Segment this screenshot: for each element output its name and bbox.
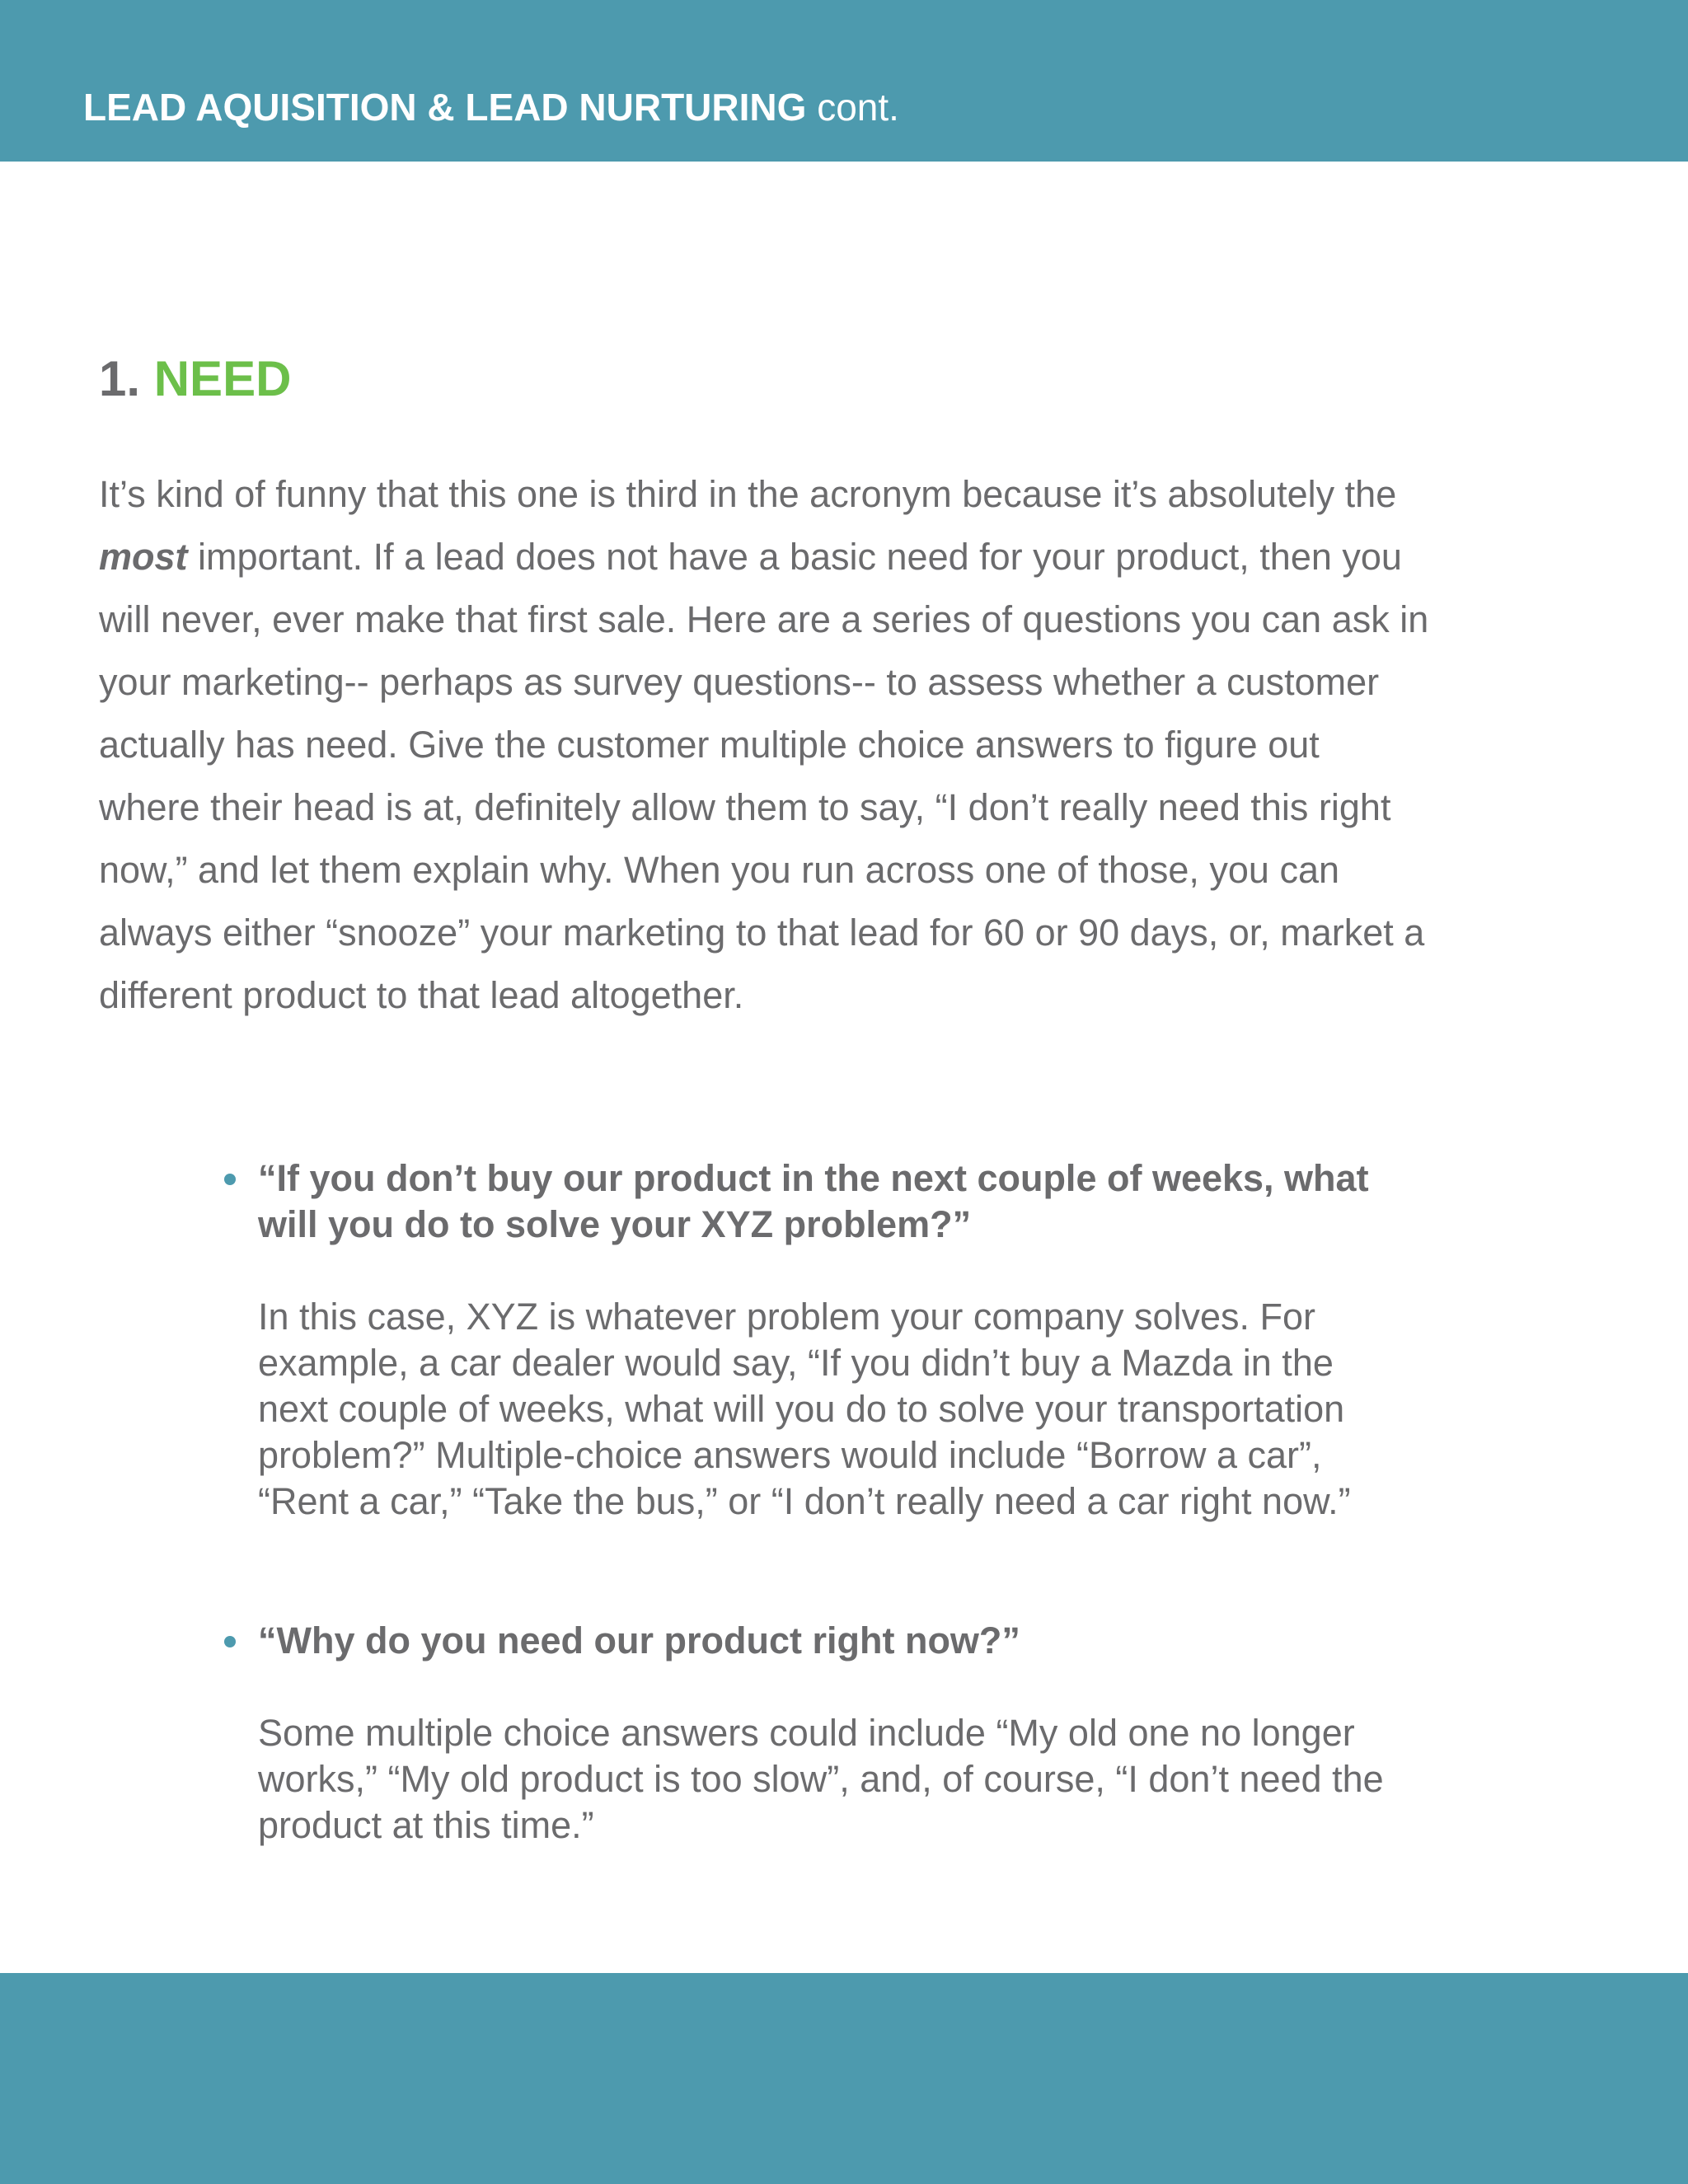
question-line: “Why do you need our product right now?”	[258, 1619, 1020, 1661]
emphasis-text: most	[99, 536, 188, 578]
footer-banner	[0, 1973, 1688, 2184]
intro-line-text: important. If a lead does not have a basic need for your product, then you	[187, 536, 1402, 578]
question-line: will you do to solve your XYZ problem?”	[258, 1203, 972, 1245]
question-line: “If you don’t buy our product in the next couple of weeks, what	[258, 1157, 1369, 1199]
body-line: problem?” Multiple-choice answers would include “Borrow a car”,	[258, 1434, 1322, 1476]
body-line: Some multiple choice answers could include “My old one no longer	[258, 1712, 1355, 1754]
bullet-dot-icon	[224, 1174, 236, 1185]
header-title	[83, 84, 899, 130]
bullet-item	[258, 1155, 1478, 1525]
bullet-dot-icon	[224, 1636, 236, 1647]
body-line: works,” “My old product is too slow”, and, of course, “I don’t need the	[258, 1758, 1384, 1800]
bullet-body	[258, 1294, 1478, 1525]
intro-line	[99, 526, 1517, 588]
header-title-main: LEAD AQUISITION & LEAD NURTURING	[83, 86, 807, 129]
header-title-suffix: cont.	[817, 86, 899, 129]
body-line: “Rent a car,” “Take the bus,” or “I don’t really need a car right now.”	[258, 1480, 1351, 1522]
body-line: next couple of weeks, what will you do to solve your transportation	[258, 1388, 1345, 1430]
section-heading	[99, 349, 291, 409]
intro-line: actually has need. Give the customer multiple choice answers to figure out	[99, 724, 1320, 766]
bullet-item	[258, 1618, 1478, 1849]
intro-line: always either “snooze” your marketing to that lead for 60 or 90 days, or, market a	[99, 912, 1425, 954]
section-number: 1.	[99, 351, 141, 406]
section-title: NEED	[153, 351, 292, 406]
bullet-question	[258, 1618, 1478, 1664]
body-line: example, a car dealer would say, “If you didn’t buy a Mazda in the	[258, 1342, 1334, 1384]
intro-line: where their head is at, definitely allow them to say, “I don’t really need this right	[99, 786, 1391, 828]
header-banner	[0, 0, 1688, 162]
intro-paragraph	[99, 463, 1517, 1027]
body-line: In this case, XYZ is whatever problem your company solves. For	[258, 1296, 1316, 1338]
intro-line: your marketing-- perhaps as survey questions-- to assess whether a customer	[99, 661, 1380, 703]
body-line: product at this time.”	[258, 1804, 594, 1846]
intro-line: now,” and let them explain why. When you run across one of those, you can	[99, 849, 1340, 891]
bullet-question	[258, 1155, 1478, 1248]
bullet-body	[258, 1710, 1478, 1849]
intro-line: different product to that lead altogether.	[99, 974, 744, 1016]
intro-line: It’s kind of funny that this one is third in the acronym because it’s absolutely the	[99, 473, 1397, 515]
intro-line: will never, ever make that first sale. Here are a series of questions you can ask in	[99, 598, 1429, 640]
